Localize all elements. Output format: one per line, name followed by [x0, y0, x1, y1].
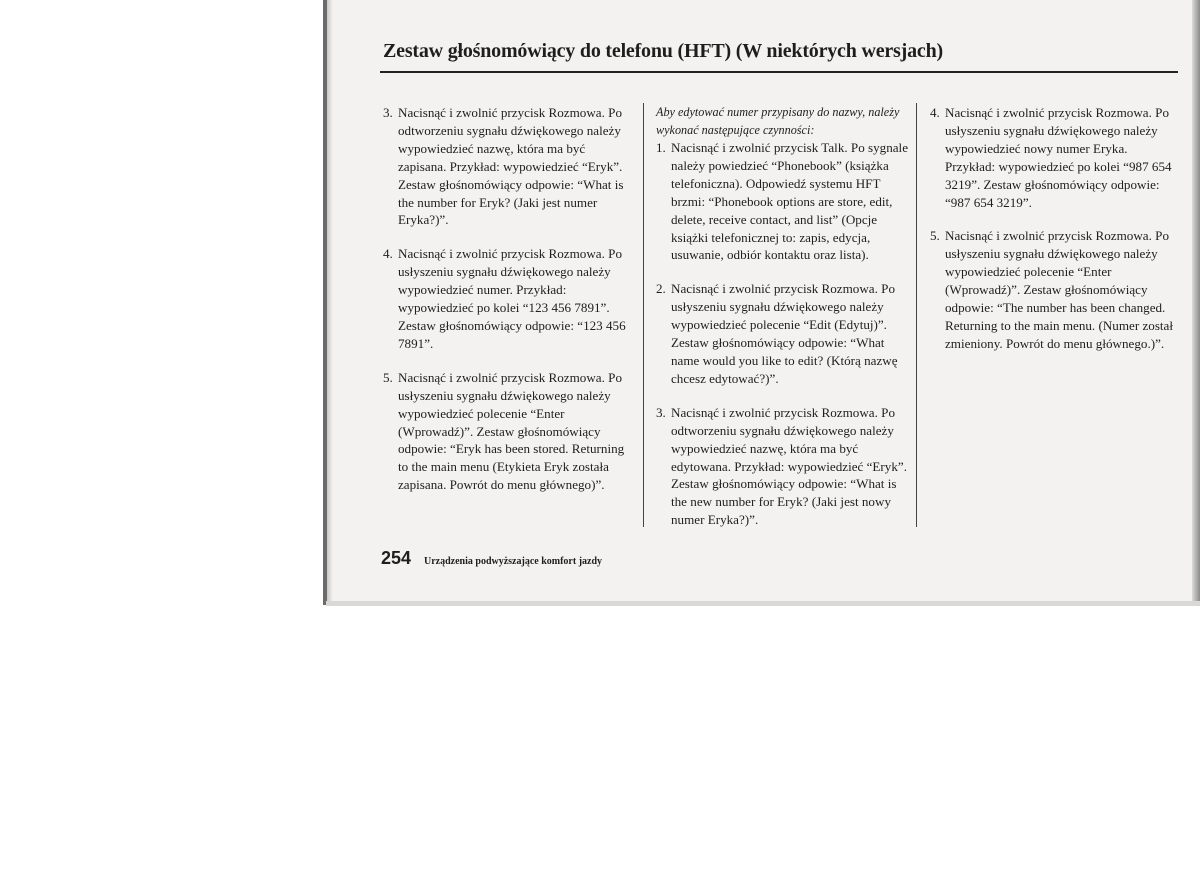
page-bottom-edge — [326, 601, 1200, 606]
item-text: Nacisnąć i zwolnić przycisk Rozmowa. Po usłyszeniu sygnału dźwiękowego należy wypowiedzieć polecenie “Enter (Wprowadź)”. Zestaw głośnomówiący odpowie: “Eryk has been stored. Returning to the main menu (Etykieta Eryk została zapisana. Powrót do menu głównego)”. — [398, 369, 625, 493]
item-number: 3. — [656, 404, 666, 420]
item-number: 4. — [383, 246, 393, 262]
item-text: Nacisnąć i zwolnić przycisk Rozmowa. Po odtworzeniu sygnału dźwiękowego należy wypowiedzieć nazwę, która ma być zapisana. Przykład: wypowiedzieć “Eryk”. Zestaw głośnomówiący odpowie: “What is the number for Eryk? (Jaki jest numer Eryka?)”. — [398, 105, 624, 228]
list-item — [383, 245, 633, 352]
list-item — [656, 404, 908, 529]
list-item — [383, 369, 633, 494]
page-title: Zestaw głośnomówiący do telefonu (HFT) (W niektórych wersjach) — [383, 40, 943, 62]
title-divider — [380, 71, 1178, 73]
list-item — [383, 104, 633, 229]
page-right-edge — [1192, 0, 1200, 605]
item-number: 5. — [383, 369, 393, 385]
item-text: Nacisnąć i zwolnić przycisk Talk. Po sygnale należy powiedzieć “Phonebook” (książka telefoniczna). Odpowiedź systemu HFT brzmi: “Phonebook options are store, edit, delete, receive contact, and list” (Opcje książki telefonicznej to: zapis, edycja, usuwanie, odbiór kontaktu oraz lista). — [671, 140, 909, 263]
list-item — [930, 227, 1180, 352]
item-number: 2. — [656, 281, 666, 297]
column-intro: Aby edytować numer przypisany do nazwy, należy wykonać następujące czynności: — [656, 105, 900, 137]
item-text: Nacisnąć i zwolnić przycisk Rozmowa. Po usłyszeniu sygnału dźwiękowego należy wypowiedzieć nowy numer Eryka. Przykład: wypowiedzieć po kolei “987 654 3219”. Zestaw głośnomówiący odpowie: “987 654 3219”. — [945, 105, 1172, 210]
column-divider-2 — [916, 103, 917, 527]
column-2 — [656, 104, 908, 545]
page-spine-shadow — [327, 0, 333, 605]
item-text: Nacisnąć i zwolnić przycisk Rozmowa. Po usłyszeniu sygnału dźwiękowego należy wypowiedzieć polecenie “Enter (Wprowadź)”. Zestaw głośnomówiący odpowie: “The number has been changed. Returning to the main menu. (Numer został zmieniony. Powrót do menu głównego.)”. — [945, 228, 1173, 351]
list-item — [930, 104, 1180, 211]
item-number: 4. — [930, 105, 940, 120]
column-1 — [383, 104, 633, 510]
list-item — [656, 280, 908, 387]
list-item — [656, 139, 908, 264]
column-3 — [930, 104, 1180, 369]
item-text: Nacisnąć i zwolnić przycisk Rozmowa. Po usłyszeniu sygnału dźwiękowego należy wypowiedzieć polecenie “Edit (Edytuj)”. Zestaw głośnomówiący odpowie: “What name would you like to edit? (Którą nazwę chcesz edytować?)”. — [671, 281, 898, 386]
item-number: 1. — [656, 140, 666, 155]
item-number: 3. — [383, 105, 393, 120]
section-name: Urządzenia podwyższające komfort jazdy — [424, 556, 603, 567]
item-text: Nacisnąć i zwolnić przycisk Rozmowa. Po usłyszeniu sygnału dźwiękowego należy wypowiedzieć numer. Przykład: wypowiedzieć po kolei “123 456 7891”. Zestaw głośnomówiący odpowie: “123 456 7891”. — [398, 246, 626, 351]
column-divider-1 — [643, 103, 644, 527]
page-number: 254 — [381, 548, 412, 568]
item-number: 5. — [930, 228, 940, 244]
item-text: Nacisnąć i zwolnić przycisk Rozmowa. Po odtworzeniu sygnału dźwiękowego należy wypowiedzieć nazwę, która ma być edytowana. Przykład: wypowiedzieć “Eryk”. Zestaw głośnomówiący odpowie: “What is the new number for Eryk? (Jaki jest nowy numer Eryka?)”. — [671, 404, 907, 528]
